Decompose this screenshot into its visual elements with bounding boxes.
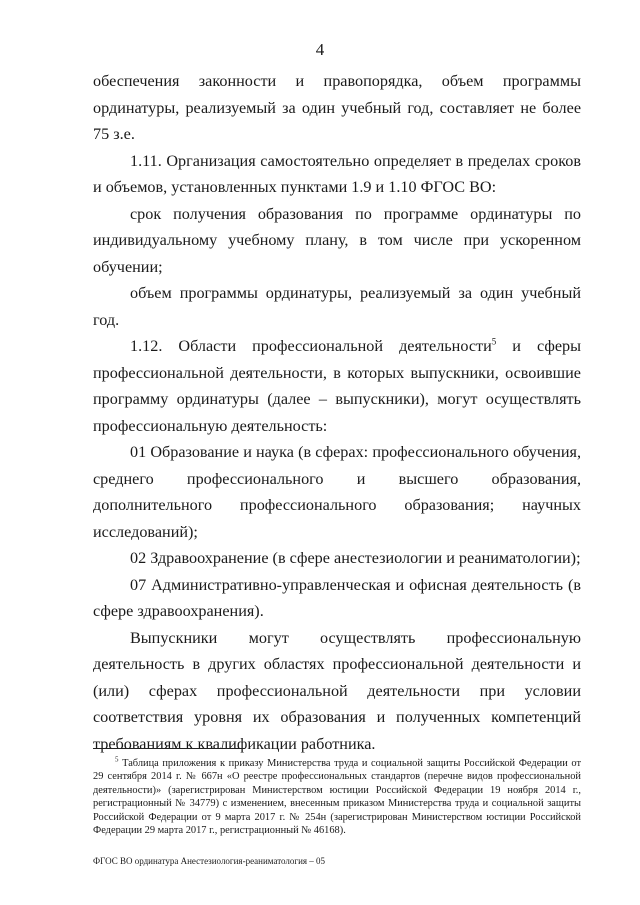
footnote bbox=[93, 757, 581, 837]
paragraph-1-12-end: и сферы профессиональной деятельности, в которых выпускники, освоившие программу ординатуры (далее – выпускники), могут осуществлять профессиональную деятельность: bbox=[93, 337, 581, 435]
paragraph-area-02: 02 Здравоохранение (в сфере анестезиологии и реаниматологии); bbox=[130, 549, 581, 567]
footnote-text: Таблица приложения к приказу Министерства труда и социальной защиты Российской Федерации от 29 сентября 2014 г. № 667н «О реестре профессиональных стандартов (перечне видов профессиональной деятельности)» (зарегистрирован Министерством юстиции Российской Федерации 19 ноября 2014 г., регистрационный № 34779) с изменением, внесенным приказом Министерства труда и социальной защиты Российской Федерации от 9 марта 2017 г. № 254н (зарегистрирован Министерством юстиции Российской Федерации 29 марта 2017 г., регистрационный № 46168). bbox=[93, 758, 581, 837]
paragraph-continuation: обеспечения законности и правопорядка, объем программы ординатуры, реализуемый за один учебный год, составляет не более 75 з.е. bbox=[93, 72, 581, 143]
paragraph-graduates: Выпускники могут осуществлять профессиональную деятельность в других областях профессиональной деятельности и (или) сферах профессиональной деятельности при условии соответствия уровня их образования и полученных компетенций требованиям к квалификации работника. bbox=[93, 628, 581, 753]
footnote-marker: 5 bbox=[115, 755, 119, 764]
paragraph-area-07: 07 Административно-управленческая и офисная деятельность (в сфере здравоохранения). bbox=[93, 575, 581, 620]
page-number: 4 bbox=[315, 40, 325, 59]
footnote-separator bbox=[93, 748, 245, 749]
paragraph-area-01: 01 Образование и наука (в сферах: профессионального обучения, среднего профессионального и высшего образования, дополнительного профессионального образования; научных исследований); bbox=[93, 443, 581, 541]
paragraph-1-11: 1.11. Организация самостоятельно определяет в пределах сроков и объемов, установленных пунктами 1.9 и 1.10 ФГОС ВО: bbox=[93, 151, 581, 196]
paragraph-term: срок получения образования по программе ординатуры по индивидуальному учебному плану, в том числе при ускоренном обучении; bbox=[93, 204, 581, 276]
paragraph-volume: объем программы ординатуры, реализуемый за один учебный год. bbox=[93, 284, 581, 329]
document-footer: ФГОС ВО ординатура Анестезиология-реаниматология – 05 bbox=[93, 856, 326, 866]
paragraph-1-12 bbox=[93, 333, 581, 439]
body-text bbox=[93, 68, 581, 757]
footnote-reference: 5 bbox=[491, 336, 497, 347]
paragraph-1-12-start: 1.12. Области профессиональной деятельности bbox=[130, 337, 492, 355]
